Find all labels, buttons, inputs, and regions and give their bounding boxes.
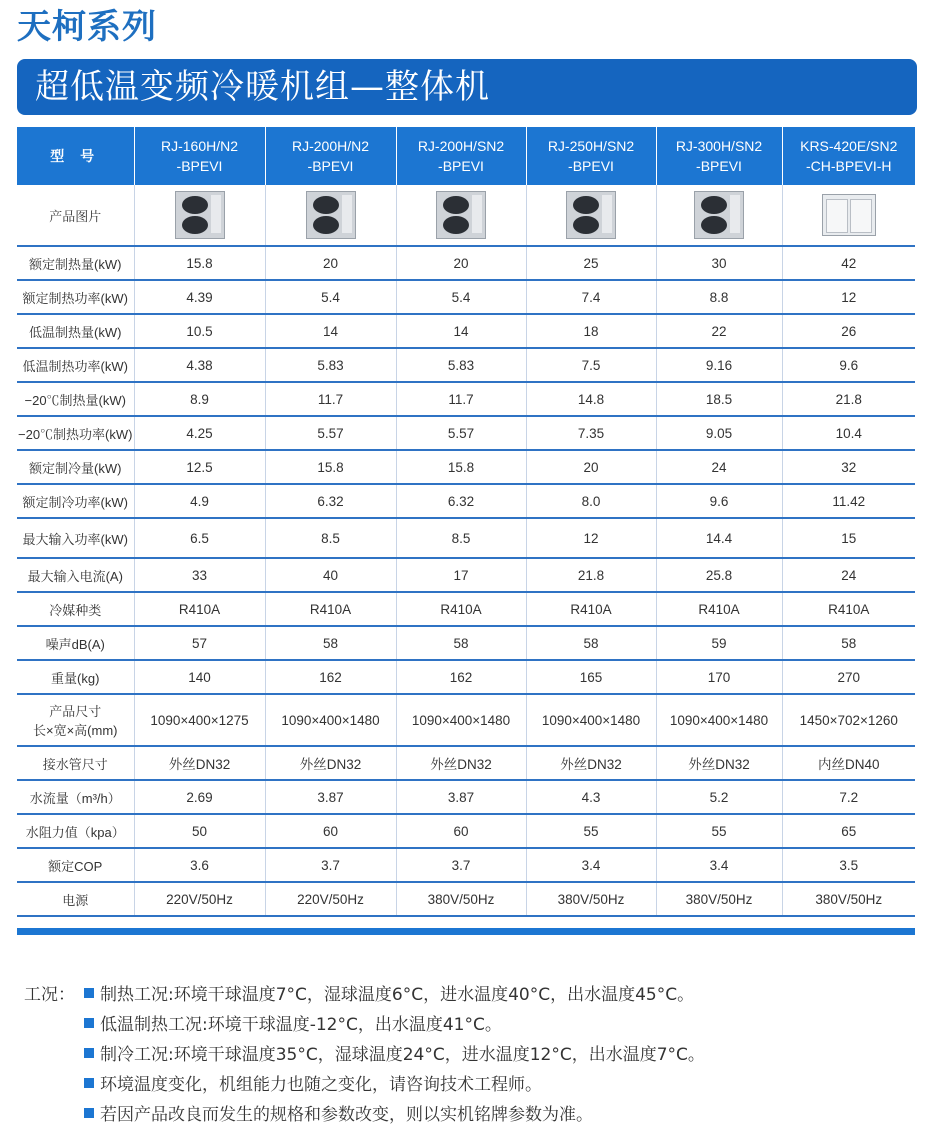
spec-value-cell: 7.4 <box>526 280 656 314</box>
spec-value-cell: 65 <box>782 814 915 848</box>
spec-value-cell: 9.6 <box>656 484 782 518</box>
spec-value-cell: 外丝DN32 <box>265 746 396 780</box>
spec-value-cell: 3.87 <box>396 780 526 814</box>
spec-value-cell: 15 <box>782 518 915 558</box>
model-name-line2: -BPEVI <box>176 158 223 174</box>
spec-value-cell: 外丝DN32 <box>526 746 656 780</box>
row-label <box>17 592 134 626</box>
spec-value-cell: 15.8 <box>396 450 526 484</box>
spec-value-cell: 57 <box>134 626 265 660</box>
spec-value-cell: 3.4 <box>526 848 656 882</box>
spec-value-cell: 4.3 <box>526 780 656 814</box>
model-name-line2: -BPEVI <box>307 158 354 174</box>
spec-value-cell: 9.05 <box>656 416 782 450</box>
row-label-text: 产品尺寸 <box>49 704 102 719</box>
note-item <box>84 1010 502 1035</box>
model-name-line1: RJ-200H/N2 <box>291 138 370 154</box>
row-label <box>17 348 134 382</box>
series-title: 天柯系列 <box>17 7 157 47</box>
spec-value-cell: 55 <box>526 814 656 848</box>
spec-value-cell: 4.25 <box>134 416 265 450</box>
model-header-4 <box>526 127 656 185</box>
bullet-square-icon <box>84 1078 94 1088</box>
row-label-text: 冷媒种类 <box>49 602 102 618</box>
row-label-text: 噪声dB(A) <box>45 636 105 652</box>
model-header-label: 型 号 <box>17 127 134 185</box>
spec-row <box>17 382 915 416</box>
dual-fan-unit-icon <box>306 191 356 239</box>
spec-row <box>17 780 915 814</box>
row-label-text: −20℃制热功率(kW) <box>18 426 133 442</box>
spec-value-cell: 1090×400×1480 <box>265 694 396 746</box>
bullet-square-icon <box>84 988 94 998</box>
spec-value-cell: 50 <box>134 814 265 848</box>
spec-value-cell: 25.8 <box>656 558 782 592</box>
spec-value-cell: 140 <box>134 660 265 694</box>
spec-row <box>17 558 915 592</box>
row-label-text: −20℃制热量(kW) <box>24 392 126 408</box>
spec-value-cell: 220V/50Hz <box>265 882 396 916</box>
spec-value-cell: 内丝DN40 <box>782 746 915 780</box>
bullet-square-icon <box>84 1108 94 1118</box>
row-label <box>17 518 134 558</box>
spec-value-cell: 5.83 <box>265 348 396 382</box>
note-item <box>84 1100 593 1125</box>
dual-fan-unit-icon <box>175 191 225 239</box>
spec-value-cell: 1090×400×1480 <box>396 694 526 746</box>
product-banner <box>17 59 917 115</box>
spec-value-cell: 11.7 <box>265 382 396 416</box>
spec-value-cell: 5.4 <box>396 280 526 314</box>
spec-value-cell: 220V/50Hz <box>134 882 265 916</box>
row-label <box>17 746 134 780</box>
model-name-line1: RJ-160H/N2 <box>160 138 239 154</box>
row-label-text: 额定制冷量(kW) <box>29 460 122 476</box>
row-label-text: 重量(kg) <box>51 670 100 686</box>
spec-value-cell: 24 <box>782 558 915 592</box>
spec-value-cell: 32 <box>782 450 915 484</box>
spec-value-cell: 26 <box>782 314 915 348</box>
spec-value-cell: 外丝DN32 <box>134 746 265 780</box>
row-label <box>17 280 134 314</box>
spec-value-cell: 380V/50Hz <box>782 882 915 916</box>
row-label <box>17 558 134 592</box>
spec-value-cell: 20 <box>396 246 526 280</box>
spec-value-cell: 60 <box>396 814 526 848</box>
row-label-text: 最大输入电流(A) <box>27 568 123 584</box>
spec-row <box>17 694 915 746</box>
row-label-text: 电源 <box>62 892 89 908</box>
spec-value-cell: 170 <box>656 660 782 694</box>
spec-value-cell: 15.8 <box>134 246 265 280</box>
product-image-cell <box>265 185 396 246</box>
spec-value-cell: 外丝DN32 <box>656 746 782 780</box>
spec-value-cell: 7.2 <box>782 780 915 814</box>
row-label <box>17 848 134 882</box>
spec-value-cell: 15.8 <box>265 450 396 484</box>
header-row <box>17 127 915 185</box>
spec-value-cell: 42 <box>782 246 915 280</box>
row-label <box>17 882 134 916</box>
note-item <box>84 980 694 1005</box>
product-image-row <box>17 185 915 246</box>
spec-row <box>17 848 915 882</box>
model-name-line1: RJ-250H/SN2 <box>547 138 635 154</box>
spec-value-cell: 380V/50Hz <box>396 882 526 916</box>
spec-value-cell: 10.4 <box>782 416 915 450</box>
spec-value-cell: 3.6 <box>134 848 265 882</box>
spec-value-cell: 3.7 <box>396 848 526 882</box>
spec-value-cell: 8.5 <box>396 518 526 558</box>
model-name-line1: RJ-200H/SN2 <box>417 138 505 154</box>
note-text: 若因产品改良而发生的规格和参数改变，则以实机铭牌参数为准。 <box>100 1105 593 1125</box>
spec-value-cell: 5.57 <box>265 416 396 450</box>
spec-value-cell: 8.9 <box>134 382 265 416</box>
spec-value-cell: 25 <box>526 246 656 280</box>
note-text: 制冷工况:环境干球温度35°C，湿球温度24°C，进水温度12°C，出水温度7°C。 <box>100 1045 705 1065</box>
spec-value-cell: 20 <box>265 246 396 280</box>
spec-value-cell: 18.5 <box>656 382 782 416</box>
spec-value-cell: 21.8 <box>526 558 656 592</box>
note-item <box>84 1070 542 1095</box>
bottom-divider <box>17 928 915 935</box>
spec-value-cell: 162 <box>265 660 396 694</box>
spec-value-cell: 20 <box>526 450 656 484</box>
model-header-2 <box>265 127 396 185</box>
spec-value-cell: 6.32 <box>265 484 396 518</box>
dual-fan-unit-icon <box>566 191 616 239</box>
dual-fan-unit-icon <box>436 191 486 239</box>
spec-row <box>17 314 915 348</box>
note-text: 环境温度变化，机组能力也随之变化，请咨询技术工程师。 <box>100 1075 542 1095</box>
note-item <box>84 1040 705 1065</box>
spec-row <box>17 246 915 280</box>
spec-row <box>17 280 915 314</box>
spec-value-cell: 22 <box>656 314 782 348</box>
row-label <box>17 814 134 848</box>
spec-value-cell: 21.8 <box>782 382 915 416</box>
row-label <box>17 314 134 348</box>
spec-row <box>17 450 915 484</box>
spec-value-cell: 270 <box>782 660 915 694</box>
spec-value-cell: 5.4 <box>265 280 396 314</box>
spec-value-cell: 外丝DN32 <box>396 746 526 780</box>
product-image-cell <box>526 185 656 246</box>
row-label <box>17 246 134 280</box>
spec-value-cell: 162 <box>396 660 526 694</box>
product-image-cell <box>782 185 915 246</box>
spec-row <box>17 416 915 450</box>
spec-value-cell: 5.2 <box>656 780 782 814</box>
spec-value-cell: 380V/50Hz <box>656 882 782 916</box>
banner-title: 超低温变频冷暖机组—整体机 <box>35 67 490 107</box>
spec-value-cell: 12.5 <box>134 450 265 484</box>
large-cabinet-unit-icon <box>822 194 876 236</box>
row-label-text: 低温制热功率(kW) <box>22 358 128 374</box>
spec-value-cell: R410A <box>526 592 656 626</box>
row-label <box>17 780 134 814</box>
spec-value-cell: 1090×400×1480 <box>656 694 782 746</box>
spec-value-cell: 30 <box>656 246 782 280</box>
row-label <box>17 660 134 694</box>
model-header-5 <box>656 127 782 185</box>
row-label <box>17 484 134 518</box>
spec-value-cell: 7.5 <box>526 348 656 382</box>
model-name-line2: -BPEVI <box>438 158 484 174</box>
spec-value-cell: 4.38 <box>134 348 265 382</box>
spec-value-cell: 4.9 <box>134 484 265 518</box>
spec-value-cell: 11.7 <box>396 382 526 416</box>
bullet-square-icon <box>84 1018 94 1028</box>
spec-value-cell: 5.57 <box>396 416 526 450</box>
spec-value-cell: 8.5 <box>265 518 396 558</box>
spec-value-cell: 9.6 <box>782 348 915 382</box>
product-image-cell <box>656 185 782 246</box>
row-label-text: 额定制热量(kW) <box>29 256 122 272</box>
spec-value-cell: R410A <box>782 592 915 626</box>
product-image-cell <box>396 185 526 246</box>
row-label: 产品图片 <box>17 185 134 246</box>
spec-value-cell: 58 <box>526 626 656 660</box>
row-label-subtext: 长×宽×高(mm) <box>32 723 118 738</box>
spec-value-cell: 8.8 <box>656 280 782 314</box>
row-label-text: 最大输入功率(kW) <box>22 531 128 547</box>
model-name-line2: -CH-BPEVI-H <box>805 158 892 174</box>
spec-row <box>17 592 915 626</box>
spec-value-cell: 33 <box>134 558 265 592</box>
spec-value-cell: 58 <box>265 626 396 660</box>
spec-value-cell: 3.7 <box>265 848 396 882</box>
row-label <box>17 416 134 450</box>
spec-value-cell: 2.69 <box>134 780 265 814</box>
spec-value-cell: 3.87 <box>265 780 396 814</box>
spec-value-cell: R410A <box>134 592 265 626</box>
spec-row <box>17 348 915 382</box>
dual-fan-unit-icon <box>694 191 744 239</box>
spec-value-cell: 14.8 <box>526 382 656 416</box>
model-name-line2: -BPEVI <box>696 158 742 174</box>
product-image-cell <box>134 185 265 246</box>
row-label <box>17 694 134 746</box>
spec-row <box>17 882 915 916</box>
spec-value-cell: 1090×400×1480 <box>526 694 656 746</box>
spec-row <box>17 660 915 694</box>
bullet-square-icon <box>84 1048 94 1058</box>
spec-value-cell: 59 <box>656 626 782 660</box>
spec-value-cell: 60 <box>265 814 396 848</box>
model-header-6 <box>782 127 915 185</box>
row-label-text: 额定制热功率(kW) <box>22 290 128 306</box>
note-text: 低温制热工况:环境干球温度-12°C，出水温度41°C。 <box>100 1015 502 1035</box>
row-label-text: 额定制冷功率(kW) <box>22 494 128 510</box>
model-name-line1: RJ-300H/SN2 <box>675 138 763 154</box>
spec-value-cell: 6.5 <box>134 518 265 558</box>
spec-value-cell: 380V/50Hz <box>526 882 656 916</box>
model-name-line2: -BPEVI <box>568 158 614 174</box>
spec-value-cell: 1450×702×1260 <box>782 694 915 746</box>
spec-value-cell: 9.16 <box>656 348 782 382</box>
spec-row <box>17 626 915 660</box>
spec-value-cell: 5.83 <box>396 348 526 382</box>
spec-value-cell: 1090×400×1275 <box>134 694 265 746</box>
row-label-text: 水流量（m³/h） <box>29 790 121 806</box>
spec-value-cell: 3.5 <box>782 848 915 882</box>
spec-row <box>17 484 915 518</box>
spec-row <box>17 814 915 848</box>
spec-value-cell: 12 <box>526 518 656 558</box>
spec-value-cell: 58 <box>396 626 526 660</box>
spec-value-cell: 24 <box>656 450 782 484</box>
row-label-text: 低温制热量(kW) <box>29 324 122 340</box>
spec-value-cell: 55 <box>656 814 782 848</box>
spec-value-cell: 12 <box>782 280 915 314</box>
spec-value-cell: R410A <box>396 592 526 626</box>
row-label-text: 接水管尺寸 <box>42 756 108 772</box>
spec-value-cell: 165 <box>526 660 656 694</box>
model-name-line1: KRS-420E/SN2 <box>800 138 898 154</box>
row-label <box>17 450 134 484</box>
spec-row <box>17 746 915 780</box>
spec-value-cell: R410A <box>656 592 782 626</box>
spec-value-cell: 14.4 <box>656 518 782 558</box>
spec-value-cell: 8.0 <box>526 484 656 518</box>
row-label-text: 额定COP <box>48 858 103 874</box>
spec-value-cell: 11.42 <box>782 484 915 518</box>
spec-value-cell: 7.35 <box>526 416 656 450</box>
note-text: 制热工况:环境干球温度7°C，湿球温度6°C，进水温度40°C，出水温度45°C。 <box>100 985 695 1005</box>
row-label-text: 水阻力值（kpa） <box>25 824 125 840</box>
spec-value-cell: 10.5 <box>134 314 265 348</box>
spec-value-cell: 58 <box>782 626 915 660</box>
model-header-1 <box>134 127 265 185</box>
spec-value-cell: 4.39 <box>134 280 265 314</box>
spec-value-cell: 18 <box>526 314 656 348</box>
spec-row <box>17 518 915 558</box>
spec-value-cell: 17 <box>396 558 526 592</box>
row-label <box>17 626 134 660</box>
spec-value-cell: R410A <box>265 592 396 626</box>
spec-value-cell: 14 <box>265 314 396 348</box>
spec-value-cell: 3.4 <box>656 848 782 882</box>
spec-value-cell: 14 <box>396 314 526 348</box>
spec-table <box>17 127 915 917</box>
spec-value-cell: 6.32 <box>396 484 526 518</box>
notes-lead: 工况： <box>24 985 75 1005</box>
model-header-3 <box>396 127 526 185</box>
row-label <box>17 382 134 416</box>
spec-value-cell: 40 <box>265 558 396 592</box>
